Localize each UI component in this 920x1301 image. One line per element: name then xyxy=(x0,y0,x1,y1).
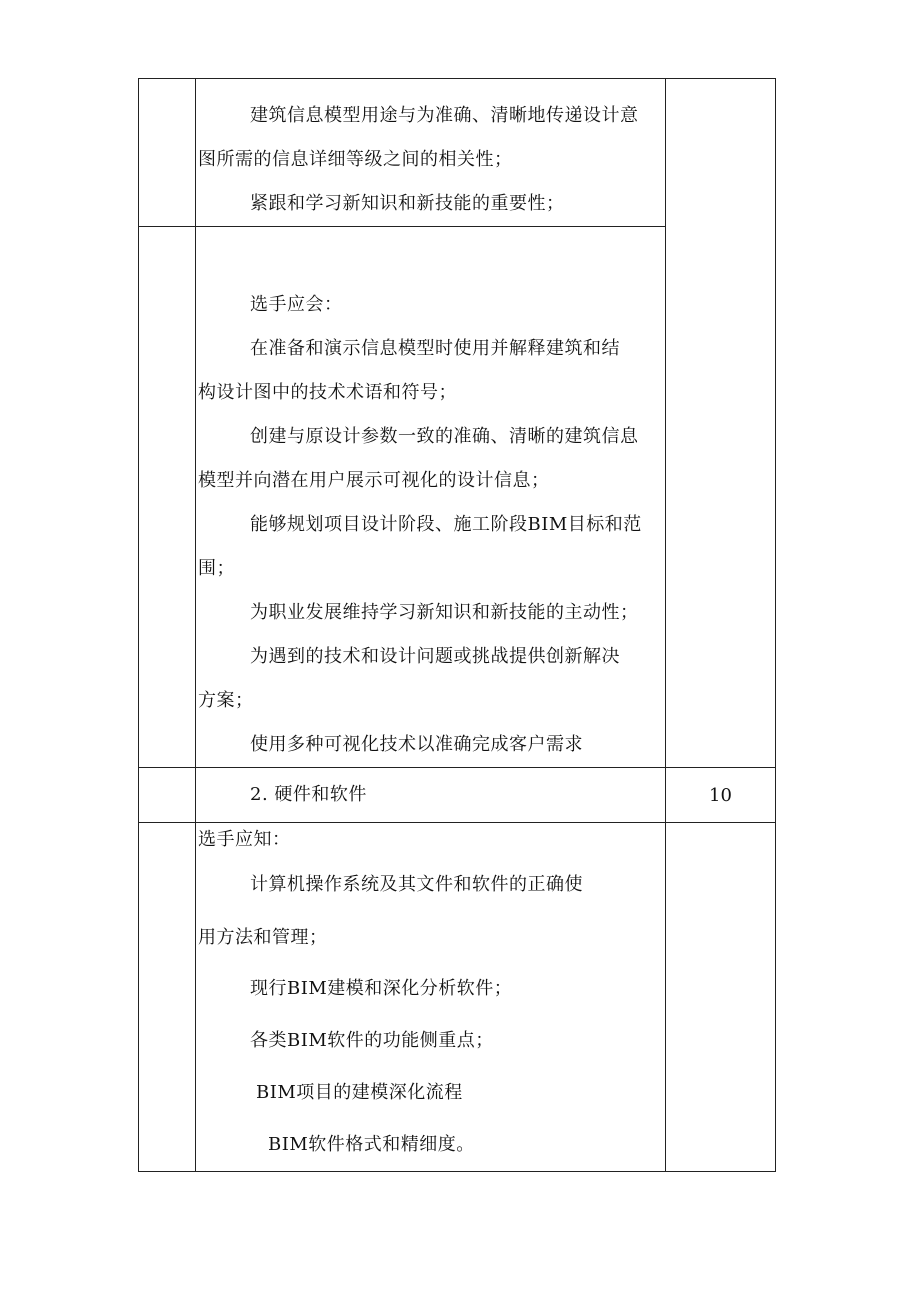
content-line: 创建与原设计参数一致的准确、清晰的建筑信息 xyxy=(250,426,639,447)
score-cell xyxy=(666,79,776,768)
section-score: 10 xyxy=(666,768,776,823)
score-cell xyxy=(666,823,776,1172)
content-line: 用方法和管理； xyxy=(198,927,328,948)
section-title: 2. 硬件和软件 xyxy=(250,784,367,805)
content-line: 为职业发展维持学习新知识和新技能的主动性； xyxy=(250,602,639,623)
content-line: 建筑信息模型用途与为准确、清晰地传递设计意 xyxy=(250,105,639,126)
content-line: 使用多种可视化技术以准确完成客户需求 xyxy=(250,734,583,755)
content-line: 构设计图中的技术术语和符号； xyxy=(198,382,457,403)
table-row xyxy=(139,823,776,1172)
index-cell xyxy=(139,227,196,768)
content-cell xyxy=(196,227,666,768)
section-heading: 选手应知： xyxy=(198,829,291,850)
content-line: 围； xyxy=(198,558,235,579)
section-title-cell xyxy=(196,768,666,823)
table-row xyxy=(139,79,776,227)
competition-standards-table xyxy=(138,78,776,1172)
content-line: 能够规划项目设计阶段、施工阶段BIM目标和范 xyxy=(250,514,642,535)
content-line: 各类BIM软件的功能侧重点； xyxy=(250,1030,494,1051)
index-cell xyxy=(139,768,196,823)
content-line: 现行BIM建模和深化分析软件； xyxy=(250,978,513,999)
table-row xyxy=(139,768,776,823)
content-line: BIM软件格式和精细度。 xyxy=(268,1134,475,1155)
content-line: BIM项目的建模深化流程 xyxy=(256,1082,463,1103)
content-cell xyxy=(196,79,666,227)
index-cell xyxy=(139,79,196,227)
content-line: 为遇到的技术和设计问题或挑战提供创新解决 xyxy=(250,646,620,667)
content-line: 在准备和演示信息模型时使用并解释建筑和结 xyxy=(250,338,620,359)
content-line: 模型并向潜在用户展示可视化的设计信息； xyxy=(198,470,550,491)
content-line: 图所需的信息详细等级之间的相关性； xyxy=(198,149,513,170)
content-line: 紧跟和学习新知识和新技能的重要性； xyxy=(250,193,565,214)
content-cell xyxy=(196,823,666,1172)
content-line: 方案； xyxy=(198,690,254,711)
index-cell xyxy=(139,823,196,1172)
content-line: 计算机操作系统及其文件和软件的正确使 xyxy=(250,874,583,895)
section-heading: 选手应会： xyxy=(250,294,343,315)
